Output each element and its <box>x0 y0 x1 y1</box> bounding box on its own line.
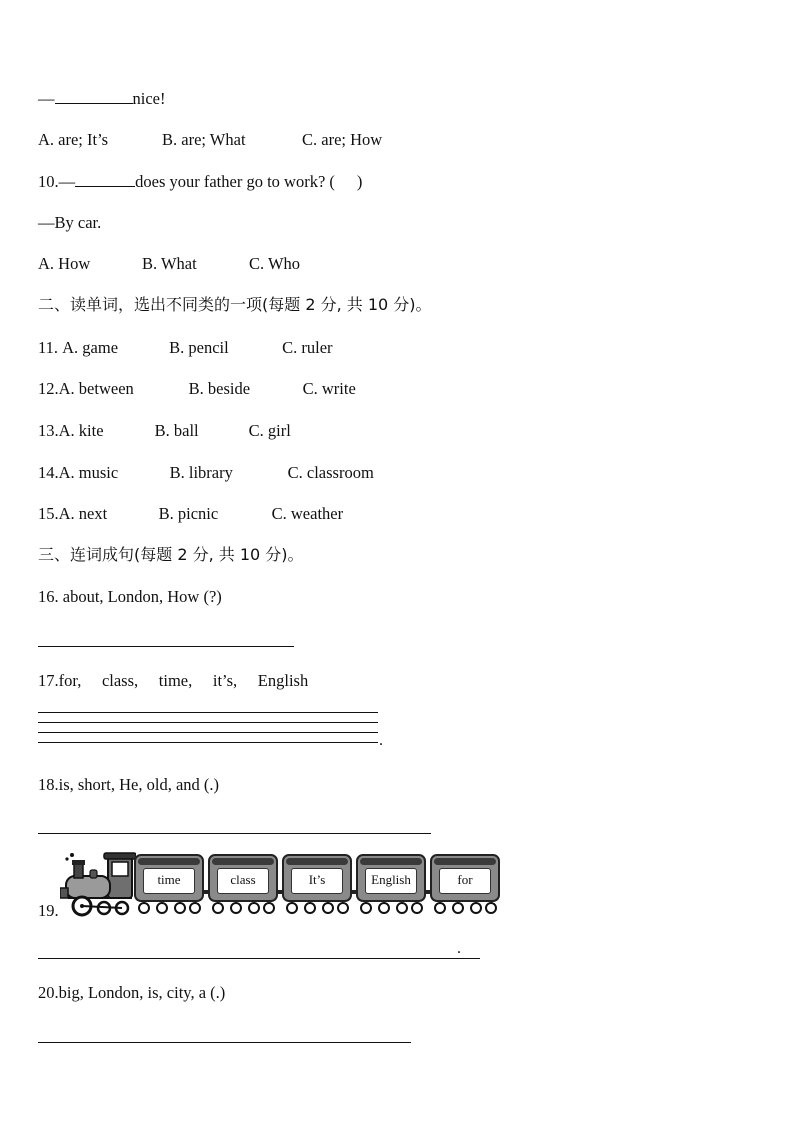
q20: 20.big, London, is, city, a (.) <box>38 983 226 1002</box>
word-card: for <box>439 868 491 894</box>
option-a: A. How <box>38 254 91 273</box>
train-car-1 <box>134 854 204 902</box>
q10-prefix: 10.— <box>38 172 76 191</box>
q9-answer-suffix: nice! <box>132 89 166 108</box>
option-b: B. beside <box>188 379 251 398</box>
word-card: English <box>365 868 417 894</box>
option-b: B. ball <box>154 421 199 440</box>
option-b: B. pencil <box>169 338 229 357</box>
option-b: B. are; What <box>162 130 246 149</box>
locomotive-icon <box>60 850 136 920</box>
question-number: 12. <box>38 379 59 398</box>
answer-line-q17-3 <box>38 732 378 733</box>
answer-line-q16 <box>38 646 294 647</box>
option-c: C. classroom <box>287 463 374 482</box>
option-c: C. girl <box>248 421 291 440</box>
word-card: class <box>217 868 269 894</box>
q13 <box>38 420 291 442</box>
q9-answer-line <box>38 87 165 110</box>
q19-period: . <box>457 940 461 957</box>
answer-line-q20 <box>38 1042 411 1043</box>
question-number: 15. <box>38 504 59 523</box>
option-a: A. next <box>58 504 108 523</box>
word-card: time <box>143 868 195 894</box>
option-b: B. library <box>169 463 233 482</box>
option-c: C. weather <box>271 504 344 523</box>
answer-line-q17-1 <box>38 712 378 713</box>
q17: 17.for, class, time, it’s, English <box>38 671 309 690</box>
train-car-4 <box>356 854 426 902</box>
answer-line-q17-2 <box>38 722 378 723</box>
answer-line-q19 <box>38 958 480 959</box>
q17-period: . <box>379 732 383 749</box>
option-a: A. game <box>62 338 119 357</box>
train-car-3 <box>282 854 352 902</box>
option-c: C. ruler <box>282 338 333 357</box>
option-c: C. Who <box>249 254 301 273</box>
option-a: A. music <box>58 463 119 482</box>
q11 <box>38 337 333 359</box>
q15 <box>38 503 343 525</box>
answer-line-q18 <box>38 833 431 834</box>
section2-heading: 二、读单词，选出不同类的一项(每题 2 分, 共 10 分)。 <box>38 295 432 314</box>
answer-line-q17-4 <box>38 742 378 743</box>
q10-suffix: does your father go to work? ( <box>135 172 335 191</box>
question-number: 13. <box>38 421 59 440</box>
q9-options <box>38 129 382 151</box>
option-c: C. are; How <box>302 130 383 149</box>
train-icon <box>60 850 506 920</box>
question-number: 11. <box>38 338 63 357</box>
q10-options <box>38 253 300 275</box>
option-a: A. kite <box>58 421 104 440</box>
answer-blank <box>55 87 133 104</box>
q10-question <box>38 170 362 193</box>
q12 <box>38 378 356 400</box>
answer-blank <box>75 170 135 187</box>
option-b: B. What <box>142 254 197 273</box>
q16: 16. about, London, How (?) <box>38 587 222 606</box>
option-a: A. between <box>58 379 134 398</box>
q18: 18.is, short, He, old, and (.) <box>38 775 220 794</box>
section3-heading: 三、连词成句(每题 2 分, 共 10 分)。 <box>38 545 304 564</box>
q10-close-paren: ) <box>356 172 363 191</box>
word-card: It’s <box>291 868 343 894</box>
option-c: C. write <box>302 379 356 398</box>
dash: — <box>38 89 55 108</box>
q14 <box>38 462 374 484</box>
q19-number: 19. <box>38 901 59 920</box>
train-car-5 <box>430 854 500 902</box>
q10-answer: —By car. <box>38 213 102 232</box>
option-a: A. are; It’s <box>38 130 109 149</box>
question-number: 14. <box>38 463 59 482</box>
train-car-2 <box>208 854 278 902</box>
option-b: B. picnic <box>158 504 219 523</box>
